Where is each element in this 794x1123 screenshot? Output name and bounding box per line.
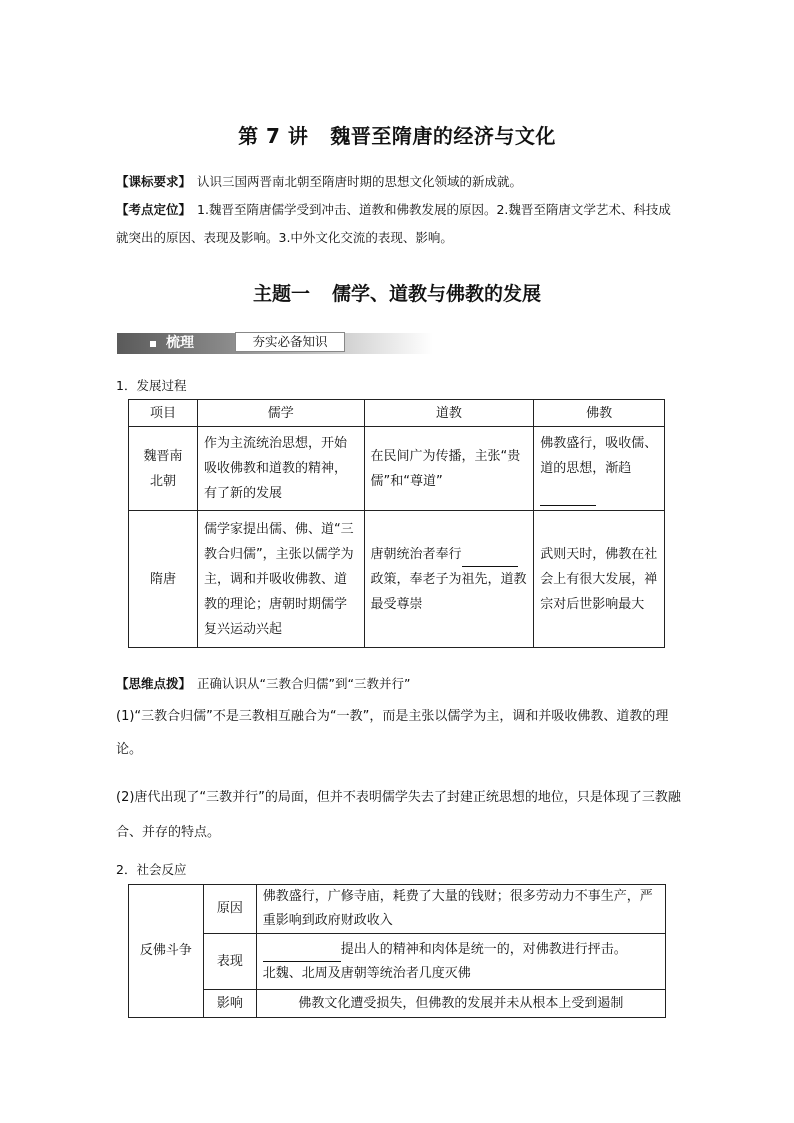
reason-text: 佛教盛行，广修寺庙，耗费了大量的钱财；很多劳动力不事生产，严重影响到政府财政收入 — [256, 885, 665, 934]
lecture-title-text: 魏晋至隋唐的经济与文化 — [330, 124, 556, 148]
square-bullet-icon — [150, 341, 156, 347]
row-label-weijin — [129, 427, 198, 511]
table-row — [129, 934, 666, 990]
banner-label: 梳理 — [166, 335, 194, 351]
banner-box: 夯实必备知识 — [235, 332, 345, 352]
performance-label: 表现 — [203, 934, 256, 990]
cell-daojiao: 在民间广为传播，主张“贵儒”和“尊道” — [364, 427, 534, 511]
fill-blank — [462, 553, 518, 567]
section2-heading: 2．社会反应 — [116, 862, 187, 877]
subject-label: 主题一 — [252, 283, 310, 305]
curriculum-requirement — [116, 168, 676, 196]
daojiao-text-post: 政策，奉老子为祖先，道教最受尊崇 — [370, 571, 527, 612]
subject-title — [0, 279, 794, 306]
row-label-suitang: 隋唐 — [129, 511, 198, 648]
header-item: 项目 — [129, 400, 198, 427]
section1-heading: 1．发展过程 — [116, 378, 187, 393]
fojiao-text: 佛教盛行，吸收儒、道的思想，渐趋 — [540, 436, 658, 476]
performance-cell — [256, 934, 665, 990]
exam-points — [116, 196, 676, 252]
subject-title-text: 儒学、道教与佛教的发展 — [332, 283, 542, 305]
exam-points-tag: 【考点定位】 — [116, 202, 192, 217]
section-banner — [117, 330, 433, 354]
table-row — [129, 427, 665, 511]
table-row — [129, 885, 666, 934]
tip-heading: 正确认识从“三教合归儒”到“三教并行” — [197, 676, 411, 691]
tip-tag: 【思维点拨】 — [116, 676, 192, 691]
effect-label: 影响 — [203, 990, 256, 1018]
header-fojiao: 佛教 — [534, 400, 665, 427]
lecture-number: 第 7 讲 — [238, 124, 309, 148]
daojiao-text-pre: 唐朝统治者奉行 — [370, 546, 462, 562]
tip-point-2: (2)唐代出现了“三教并行”的局面，但并不表明儒学失去了封建正统思想的地位，只是体现了三教融合、并存的特点。 — [116, 790, 681, 840]
cell-fojiao: 武则天时，佛教在社会上有很大发展，禅宗对后世影响最大 — [534, 511, 665, 648]
tip-heading-line — [116, 674, 686, 692]
effect-text: 佛教文化遭受损失，但佛教的发展并未从根本上受到遏制 — [256, 990, 665, 1018]
table-header-row — [129, 400, 665, 427]
table-row — [129, 990, 666, 1018]
curriculum-text: 认识三国两晋南北朝至隋唐时期的思想文化领域的新成就。 — [197, 174, 523, 189]
social-reaction-table — [128, 884, 666, 1018]
fill-blank — [540, 492, 596, 506]
lecture-title — [0, 120, 794, 149]
development-table — [128, 399, 665, 648]
cell-ruxue: 作为主流统治思想，开始吸收佛教和道教的精神，有了新的发展 — [197, 427, 364, 511]
performance-line2: 北魏、北周及唐朝等统治者几度灭佛 — [262, 965, 471, 981]
fill-blank — [263, 948, 341, 962]
row-label-text: 魏晋南北朝 — [143, 448, 183, 489]
curriculum-tag: 【课标要求】 — [116, 174, 192, 189]
performance-text: 提出人的精神和肉体是统一的，对佛教进行抨击。 — [340, 941, 627, 957]
exam-points-text: 1.魏晋至隋唐儒学受到冲击、道教和佛教发展的原因。2.魏晋至隋唐文学艺术、科技成就突出的原因、表现及影响。3.中外文化交流的表现、影响。 — [116, 202, 671, 245]
cell-ruxue: 儒学家提出儒、佛、道“三教合归儒”，主张以儒学为主，调和并吸收佛教、道教的理论；唐朝时期儒学复兴运动兴起 — [197, 511, 364, 648]
table-row — [129, 511, 665, 648]
header-ruxue: 儒学 — [197, 400, 364, 427]
cell-daojiao — [364, 511, 534, 648]
cell-fojiao — [534, 427, 665, 511]
group-label: 反佛斗争 — [129, 885, 204, 1018]
tip-point-1: (1)“三教合归儒”不是三教相互融合为“一教”，而是主张以儒学为主，调和并吸收佛教、道教的理论。 — [116, 709, 669, 757]
reason-label: 原因 — [203, 885, 256, 934]
header-daojiao: 道教 — [364, 400, 534, 427]
